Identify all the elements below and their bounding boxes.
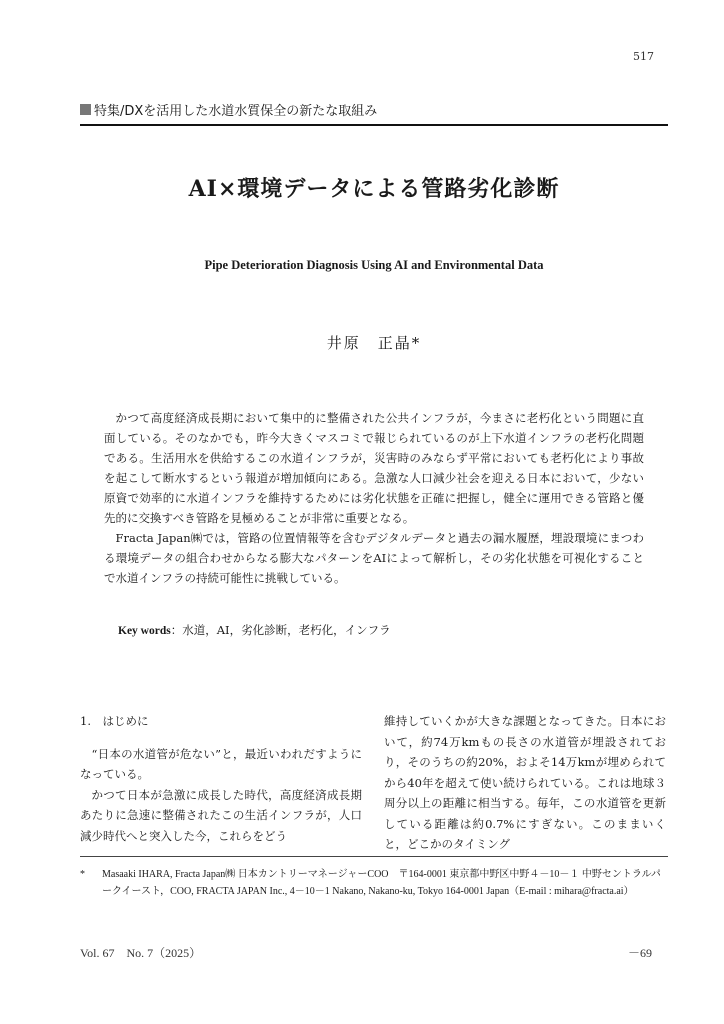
body-column-right	[384, 711, 666, 855]
header-rule	[80, 124, 668, 126]
square-bullet-icon	[80, 104, 91, 115]
article-title: AI×環境データによる管路劣化診断	[188, 176, 560, 202]
body-column-left	[80, 711, 362, 846]
abstract-paragraph: かつて高度経済成長期において集中的に整備された公共インフラが，今まさに老朽化という問題に直面している。そのなかでも，昨今大きくマスコミで報じられているのが上下水道インフラの老朽化問題である。生活用水を供給するこの水道インフラが，災害時のみならず平常においても老朽化により事故を起こして断水するという報道が増加傾向にある。急激な人口減少社会を迎える日本において，少ない原資で効率的に水道インフラを維持するためには劣化状態を正確に把握し，健全に運用できる管路と優先的に交換すべき管路を見極めることが非常に重要となる。	[104, 411, 644, 525]
page-number: 517	[633, 50, 654, 63]
journal-volume: Vol. 67 No. 7（2025）	[80, 946, 202, 960]
author-name: 井原 正晶*	[326, 334, 422, 352]
article-subtitle-en: Pipe Deterioration Diagnosis Using AI and Environmental Data	[204, 258, 544, 272]
keywords-list: ：水道，AI，劣化診断，老朽化，インフラ	[170, 623, 391, 637]
body-paragraph: 維持していくかが大きな課題となってきた。日本において，約74万kmもの長さの水道管が埋設されており，そのうちの約20%，およそ14万kmが埋められてから40年を超えて使い続けられている。これは地球３周分以上の距離に相当する。毎年，この水道管を更新している距離は約0.7%にすぎない。このままいくと，どこかのタイミング	[384, 714, 666, 851]
body-paragraph: かつて日本が急激に成長した時代，高度経済成長期あたりに急速に整備されたこの生活インフラが，人口減少時代へと突入した今，これらをどう	[80, 787, 362, 843]
abstract	[104, 408, 644, 588]
footnote-rule	[80, 856, 668, 857]
footer-page-number: －69	[627, 946, 652, 960]
series-header	[80, 100, 377, 119]
footnote-text: Masaaki IHARA, Fracta Japan㈱ 日本カントリーマネージャーCOO 〒164-0001 東京都中野区中野４－10－１ 中野セントラルパークイースト，COO, FRACTA JAPAN Inc., 4－10－1 Nakano, Nakano-ku, Tokyo 164-0001 Japan（E-mail : mihara@fracta.ai）	[102, 869, 661, 897]
series-title: 特集/DXを活用した水道水質保全の新たな取組み	[94, 104, 378, 119]
keywords-label: Key words	[118, 625, 171, 637]
keywords	[118, 622, 391, 638]
footnote	[80, 866, 668, 900]
body-paragraph: “日本の水道管が危ない”と，最近いわれだすようになっている。	[80, 746, 362, 781]
abstract-paragraph: Fracta Japan㈱では，管路の位置情報等を含むデジタルデータと過去の漏水履歴，埋設環境にまつわる環境データの組合わせからなる膨大なパターンをAIによって解析し，その劣化状態を可視化することで水道インフラの持続可能性に挑戦している。	[104, 531, 644, 585]
footnote-mark: *	[80, 869, 85, 880]
section-heading: 1. はじめに	[80, 714, 149, 728]
